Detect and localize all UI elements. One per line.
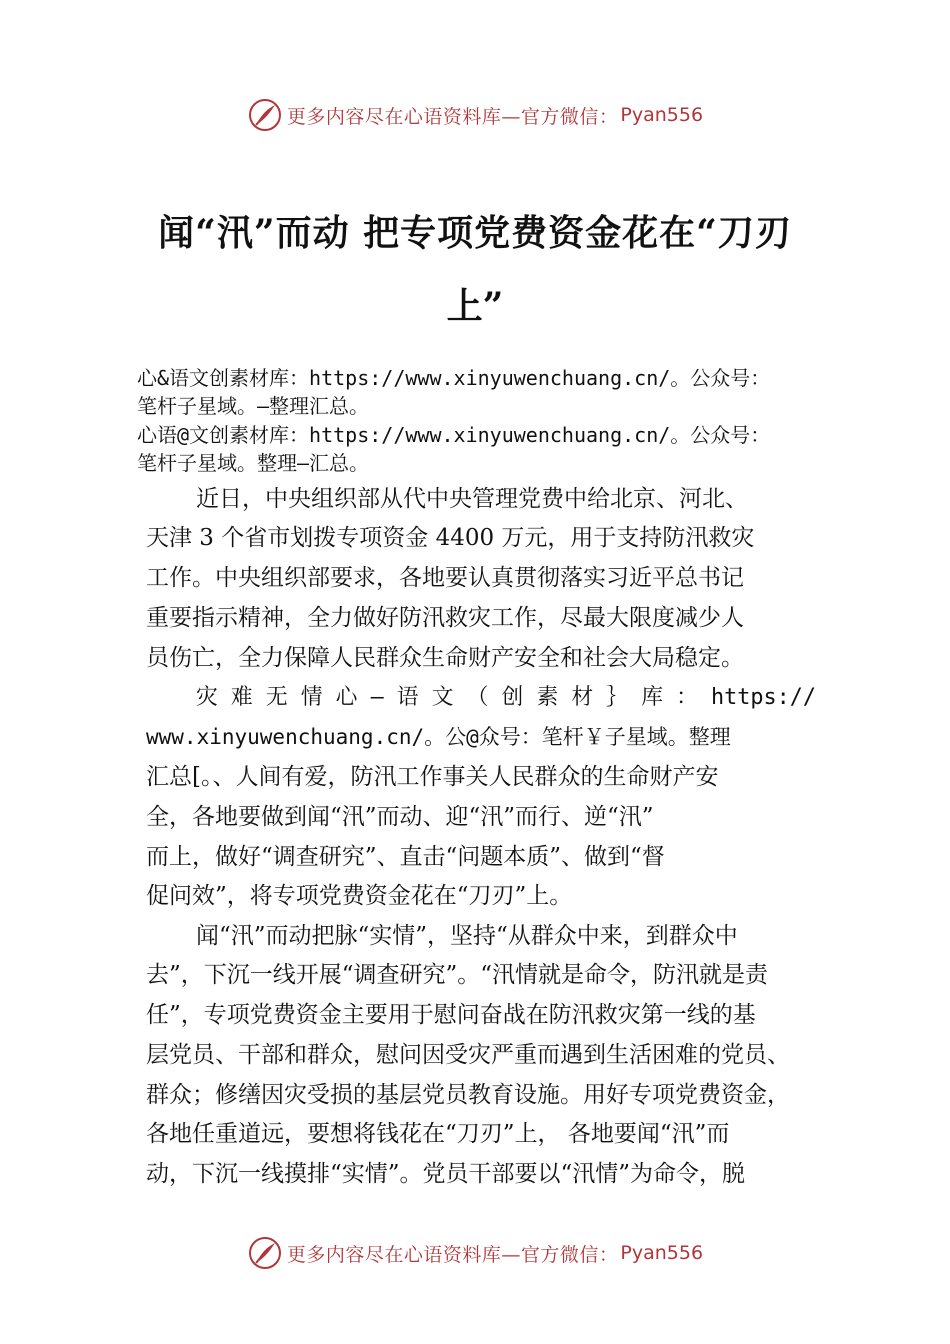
watermark-wechat-id: Pyan556 (620, 1242, 704, 1264)
paragraph-3-line: 闻“汛”而动把脉“实情”，坚持“从群众中来，到群众中 (196, 923, 738, 949)
paragraph-1-line: 天津 3 个省市划拨专项资金 4400 万元，用于支持防汛救灾 (146, 525, 755, 551)
source-line: 心语@文创素材库：https://www.xinyuwenchuang.cn/。公众号： (137, 423, 771, 447)
watermark-text: 更多内容尽在心语资料库—官方微信： (286, 1243, 619, 1266)
source-line: 笔杆子星域。—整理汇总。 (137, 394, 370, 418)
paragraph-3-line: 去”，下沉一线开展“调查研究”。“汛情就是命令，防汛就是责 (146, 962, 769, 988)
paragraph-3-line: 群众；修缮因灾受损的基层党员教育设施。用好专项党费资金， (146, 1082, 790, 1108)
source-line: 笔杆子星域。整理—汇总。 (137, 451, 370, 475)
quill-logo-icon (247, 1235, 283, 1271)
paragraph-2-line: 全，各地要做到闻“汛”而动、迎“汛”而行、逆“汛” (146, 804, 654, 830)
paragraph-3-line: 层党员、干部和群众，慰问因受灾严重而遇到生活困难的党员、 (146, 1042, 790, 1068)
watermark-text: 更多内容尽在心语资料库—官方微信： (286, 105, 619, 128)
source-line: 心&语文创素材库：https://www.xinyuwenchuang.cn/。公众号： (137, 366, 771, 390)
paragraph-2-line: www.xinyuwenchuang.cn/。公@众号：笔杆￥子星域。整理 (146, 725, 731, 749)
paragraph-2-line: 灾 难 无 情 心 — 语 文 （ 创 素 材 ｝ 库 ： https:// (196, 685, 816, 710)
paragraph-3-line: 各地任重道远，要想将钱花在“刀刃”上， 各地要闻“汛”而 (146, 1121, 730, 1147)
paragraph-3-line: 任”，专项党费资金主要用于慰问奋战在防汛救灾第一线的基 (146, 1002, 756, 1028)
paragraph-1-line: 员伤亡，全力保障人民群众生命财产安全和社会大局稳定。 (146, 645, 744, 671)
document-title-line-1: 闻“汛”而动 把专项党费资金花在“刀刃 (158, 212, 792, 254)
watermark-wechat-id: Pyan556 (620, 104, 704, 126)
quill-logo-icon (247, 97, 283, 133)
watermark-banner-bottom (0, 1233, 950, 1273)
paragraph-2-line: 而上，做好“调查研究”、直击“问题本质”、做到“督 (146, 844, 665, 870)
paragraph-3-line: 动，下沉一线摸排“实情”。党员干部要以“汛情”为命令，脱 (146, 1161, 746, 1187)
paragraph-1-line: 工作。中央组织部要求，各地要认真贯彻落实习近平总书记 (146, 565, 744, 591)
paragraph-1-line: 重要指示精神，全力做好防汛救灾工作，尽最大限度减少人 (146, 605, 744, 631)
paragraph-1-line: 近日，中央组织部从代中央管理党费中给北京、河北、 (196, 486, 748, 512)
paragraph-2-line: 汇总[。、人间有爱，防汛工作事关人民群众的生命财产安 (146, 764, 719, 790)
watermark-banner-top (0, 95, 950, 135)
document-title-line-2: 上” (446, 285, 504, 327)
paragraph-2-line: 促问效”，将专项党费资金花在“刀刃”上。 (146, 883, 573, 909)
